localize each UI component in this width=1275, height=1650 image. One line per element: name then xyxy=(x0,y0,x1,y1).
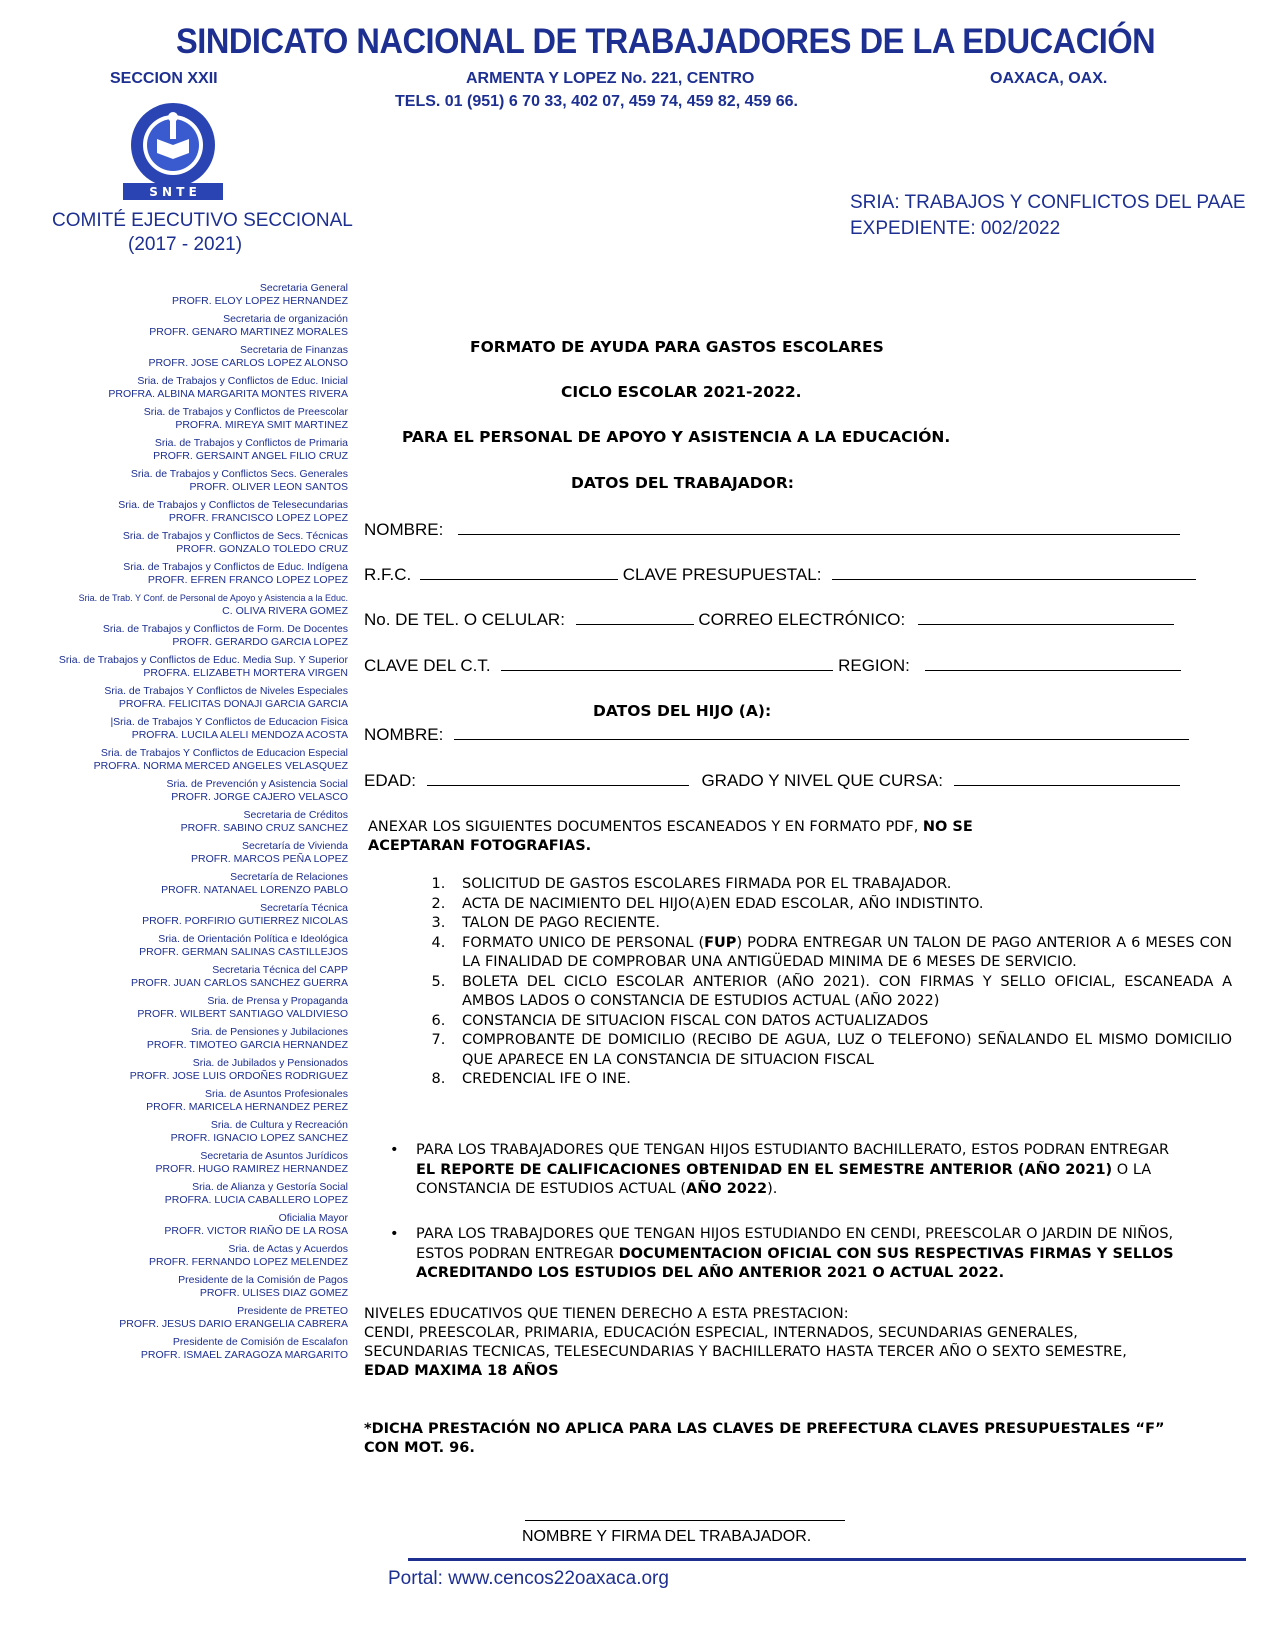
member-name: PROFR. HUGO RAMIREZ HERNANDEZ xyxy=(155,1162,348,1175)
committee-member xyxy=(8,1088,348,1113)
committee-member xyxy=(8,1243,348,1268)
portal-link[interactable]: Portal: www.cencos22oaxaca.org xyxy=(388,1568,669,1589)
member-role: Sria. de Trabajos y Conflictos de Primaria xyxy=(154,437,348,449)
member-role: Sria. de Trabajos y Conflictos de Secs. Técnicas xyxy=(122,530,348,542)
committee-member xyxy=(8,344,348,369)
member-role: Presidente de la Comisión de Pagos xyxy=(178,1274,348,1286)
ct-key-label: CLAVE DEL C.T. xyxy=(364,656,491,675)
member-name: PROFRA. FELICITAS DONAJI GARCIA GARCIA xyxy=(118,697,348,710)
committee-member xyxy=(8,995,348,1020)
requirement-item: 8. CREDENCIAL IFE O INE. xyxy=(450,1070,1232,1090)
union-title: SINDICATO NACIONAL DE TRABAJADORES DE LA EDUCACIÓN xyxy=(176,22,1156,61)
member-role: Secretaria Técnica del CAPP xyxy=(212,964,348,976)
committee-member xyxy=(8,778,348,803)
rfc-label: R.F.C. xyxy=(364,565,412,584)
audience: PARA EL PERSONAL DE APOYO Y ASISTENCIA A LA EDUCACIÓN. xyxy=(402,428,951,446)
member-role: Sria. de Orientación Política e Ideológica xyxy=(158,933,348,945)
member-name: PROFR. JESUS DARIO ERANGELIA CABRERA xyxy=(119,1317,348,1330)
region-field[interactable] xyxy=(925,656,1181,671)
requirement-item: 6. CONSTANCIA DE SITUACION FISCAL CON DATOS ACTUALIZADOS xyxy=(450,1012,1232,1032)
levels-heading: NIVELES EDUCATIVOS QUE TIENEN DERECHO A ESTA PRESTACION: xyxy=(364,1306,849,1322)
rfc-row xyxy=(364,565,1196,585)
disclaimer: *DICHA PRESTACIÓN NO APLICA PARA LAS CLAVES DE PREFECTURA CLAVES PRESUPUESTALES “F” CON MOT. 96. xyxy=(364,1421,1165,1456)
member-role: Secretaria de Asuntos Jurídicos xyxy=(200,1150,348,1162)
address: ARMENTA Y LOPEZ No. 221, CENTRO xyxy=(466,70,755,87)
worker-name-label: NOMBRE: xyxy=(364,520,444,539)
grade-label: GRADO Y NIVEL QUE CURSA: xyxy=(701,771,943,790)
member-name: PROFRA. ELIZABETH MORTERA VIRGEN xyxy=(143,666,348,679)
member-name: PROFRA. ALBINA MARGARITA MONTES RIVERA xyxy=(108,387,348,400)
region-label: REGION: xyxy=(838,656,910,675)
member-name: PROFR. GONZALO TOLEDO CRUZ xyxy=(176,542,348,555)
member-name: PROFRA. LUCIA CABALLERO LOPEZ xyxy=(164,1193,348,1206)
ct-key-field[interactable] xyxy=(501,656,833,671)
member-role: Sria. de Prevención y Asistencia Social xyxy=(166,778,348,790)
member-role: Sria. de Prensa y Propaganda xyxy=(207,995,348,1007)
logo-banner-text: S N T E xyxy=(149,185,197,199)
levels-text: CENDI, PREESCOLAR, PRIMARIA, EDUCACIÓN ESPECIAL, INTERNADOS, SECUNDARIAS GENERALES, SECUNDARIAS TECNICAS, TELESECUNDARIAS Y BACHILLERATO HASTA TERCER AÑO O SEXTO SEMESTRE, xyxy=(364,1325,1127,1360)
committee-member xyxy=(8,902,348,927)
requirement-item: 5. BOLETA DEL CICLO ESCOLAR ANTERIOR (AÑO 2021). CON FIRMAS Y SELLO OFICIAL, ESCANEADA A AMBOS LADOS O CONSTANCIA DE ESTUDIOS ACTUAL (AÑO 2022) xyxy=(450,973,1232,1012)
member-name: PROFR. JOSE LUIS ORDOÑES RODRIGUEZ xyxy=(129,1069,348,1082)
committee-member xyxy=(8,623,348,648)
committee-member xyxy=(8,499,348,524)
committee-title: COMITÉ EJECUTIVO SECCIONAL xyxy=(52,210,353,231)
worker-heading: DATOS DEL TRABAJADOR: xyxy=(571,474,794,492)
bullet-icon: • xyxy=(390,1142,399,1158)
ct-row xyxy=(364,656,1181,676)
member-name: PROFR. OLIVER LEON SANTOS xyxy=(189,480,348,493)
requirement-item: 1. SOLICITUD DE GASTOS ESCOLARES FIRMADA POR EL TRABAJADOR. xyxy=(450,875,1232,895)
member-role: Sria. de Trabajos y Conflictos de Educ. Inicial xyxy=(137,375,348,387)
member-name: PROFR. MARCOS PEÑA LOPEZ xyxy=(191,852,348,865)
member-name: PROFR. GERSAINT ANGEL FILIO CRUZ xyxy=(153,449,348,462)
committee-member xyxy=(8,964,348,989)
member-name: PROFRA. MIREYA SMIT MARTINEZ xyxy=(175,418,348,431)
child-name-label: NOMBRE: xyxy=(364,725,444,744)
requirement-item: 3. TALON DE PAGO RECIENTE. xyxy=(450,914,1232,934)
member-name: PROFR. JOSE CARLOS LOPEZ ALONSO xyxy=(148,356,348,369)
requirements-list xyxy=(412,875,1232,1090)
committee-member xyxy=(8,406,348,431)
member-name: PROFR. ELOY LOPEZ HERNANDEZ xyxy=(171,294,348,307)
committee-period: (2017 - 2021) xyxy=(128,234,243,255)
member-role: Sria. de Trab. Y Conf. de Personal de Apoyo y Asistencia a la Educ. xyxy=(78,593,348,603)
note-cendi: • PARA LOS TRABAJDORES QUE TENGAN HIJOS ESTUDIANDO EN CENDI, PREESCOLAR O JARDIN DE NIÑOS, ESTOS PODRAN ENTREGAR DOCUMENTACION OFICIAL CON SUS RESPECTIVAS FIRMAS Y SELLOS ACREDITANDO LOS ESTUDIOS DEL AÑO ANTERIOR 2021 O ACTUAL 2022. xyxy=(390,1226,1174,1281)
member-role: Sria. de Trabajos y Conflictos de Preescolar xyxy=(143,406,348,418)
member-role: Secretaria General xyxy=(259,282,348,294)
member-name: PROFR. FERNANDO LOPEZ MELENDEZ xyxy=(149,1255,348,1268)
signature-line[interactable] xyxy=(525,1520,845,1521)
committee-member xyxy=(8,1181,348,1206)
committee-member xyxy=(8,375,348,400)
committee-member xyxy=(8,313,348,338)
member-name: PROFR. FRANCISCO LOPEZ LOPEZ xyxy=(168,511,348,524)
levels-block xyxy=(364,1305,1184,1381)
member-name: PROFR. JUAN CARLOS SANCHEZ GUERRA xyxy=(130,976,348,989)
child-name-row xyxy=(364,725,1189,745)
member-role: Sria. de Trabajos Y Conflictos de Niveles Especiales xyxy=(104,685,348,697)
member-role: |Sria. de Trabajos Y Conflictos de Educacion Fisica xyxy=(110,716,348,728)
committee-member xyxy=(8,840,348,865)
committee-member xyxy=(8,1150,348,1175)
member-name: PROFR. GERMAN SALINAS CASTILLEJOS xyxy=(139,945,348,958)
email-field[interactable] xyxy=(918,610,1174,625)
age-row xyxy=(364,771,1180,791)
email-label: CORREO ELECTRÓNICO: xyxy=(698,610,906,629)
school-cycle: CICLO ESCOLAR 2021-2022. xyxy=(561,383,802,401)
signature-label: NOMBRE Y FIRMA DEL TRABAJADOR. xyxy=(522,1528,812,1545)
committee-member xyxy=(8,530,348,555)
member-role: Oficialia Mayor xyxy=(278,1212,348,1224)
member-role: Sria. de Trabajos y Conflictos de Telesecundarias xyxy=(118,499,348,511)
member-name: PROFR. ULISES DIAZ GOMEZ xyxy=(199,1286,348,1299)
member-role: Presidente de Comisión de Escalafon xyxy=(172,1336,348,1348)
note-bachillerato: • PARA LOS TRABAJADORES QUE TENGAN HIJOS ESTUDIANTO BACHILLERATO, ESTOS PODRAN ENTREGAR EL REPORTE DE CALIFICACIONES OBTENIDAD EN EL SEMESTRE ANTERIOR (AÑO 2021) O LA CONSTANCIA DE ESTUDIOS ACTUAL (AÑO 2022). xyxy=(390,1142,1170,1197)
member-name: PROFR. JORGE CAJERO VELASCO xyxy=(171,790,348,803)
member-role: Sria. de Trabajos Y Conflictos de Educacion Especial xyxy=(100,747,348,759)
child-name-field[interactable] xyxy=(454,725,1189,740)
member-name: PROFR. SABINO CRUZ SANCHEZ xyxy=(180,821,348,834)
committee-member xyxy=(8,1274,348,1299)
age-field[interactable] xyxy=(427,771,689,786)
committee-member xyxy=(8,468,348,493)
member-role: Sria. de Actas y Acuerdos xyxy=(228,1243,348,1255)
committee-member xyxy=(8,282,348,307)
member-role: Sria. de Jubilados y Pensionados xyxy=(192,1057,348,1069)
member-name: PROFR. GENARO MARTINEZ MORALES xyxy=(149,325,348,338)
snte-logo xyxy=(115,95,235,210)
committee-list xyxy=(8,282,348,1367)
member-role: Sria. de Trabajos y Conflictos Secs. Generales xyxy=(130,468,348,480)
committee-member xyxy=(8,561,348,586)
member-role: Secretaría Técnica xyxy=(260,902,348,914)
footer-rule xyxy=(408,1558,1246,1561)
committee-member xyxy=(8,1026,348,1051)
city: OAXACA, OAX. xyxy=(990,70,1108,87)
section-label: SECCION XXII xyxy=(110,70,218,87)
member-role: Presidente de PRETEO xyxy=(237,1305,348,1317)
child-heading: DATOS DEL HIJO (A): xyxy=(593,702,772,720)
grade-field[interactable] xyxy=(954,771,1180,786)
member-role: Sria. de Cultura y Recreación xyxy=(210,1119,348,1131)
annex-intro: ANEXAR LOS SIGUIENTES DOCUMENTOS ESCANEADOS Y EN FORMATO PDF, NO SE ACEPTARAN FOTOGRAFIAS. xyxy=(368,819,973,854)
member-role: Sria. de Asuntos Profesionales xyxy=(204,1088,348,1100)
member-name: PROFR. EFREN FRANCO LOPEZ LOPEZ xyxy=(147,573,348,586)
bullet-icon: • xyxy=(390,1226,399,1242)
phone-field[interactable] xyxy=(576,610,694,625)
committee-member xyxy=(8,1119,348,1144)
worker-name-row xyxy=(364,520,1180,540)
committee-member xyxy=(8,809,348,834)
requirement-item: 7. COMPROBANTE DE DOMICILIO (RECIBO DE AGUA, LUZ O TELEFONO) SEÑALANDO EL MISMO DOMICILIO QUE APARECE EN LA CONSTANCIA DE SITUACION FISCAL xyxy=(450,1031,1232,1070)
rfc-field[interactable] xyxy=(420,565,618,580)
member-role: Sria. de Trabajos y Conflictos de Form. De Docentes xyxy=(102,623,348,635)
form-title: FORMATO DE AYUDA PARA GASTOS ESCOLARES xyxy=(470,338,884,356)
member-role: Secretaría de Vivienda xyxy=(241,840,348,852)
member-name: PROFR. PORFIRIO GUTIERREZ NICOLAS xyxy=(142,914,348,927)
member-name: C. OLIVA RIVERA GOMEZ xyxy=(222,604,348,617)
member-name: PROFR. VICTOR RIAÑO DE LA ROSA xyxy=(164,1224,348,1237)
committee-member xyxy=(8,1305,348,1330)
member-name: PROFR. GERARDO GARCIA LOPEZ xyxy=(172,635,348,648)
budget-key-label: CLAVE PRESUPUESTAL: xyxy=(622,565,822,584)
committee-member xyxy=(8,1057,348,1082)
member-role: Secretaria de Créditos xyxy=(243,809,348,821)
member-name: PROFRA. LUCILA ALELI MENDOZA ACOSTA xyxy=(131,728,348,741)
committee-member xyxy=(8,685,348,710)
requirement-item: 2. ACTA DE NACIMIENTO DEL HIJO(A)EN EDAD ESCOLAR, AÑO INDISTINTO. xyxy=(450,895,1232,915)
member-role: Secretaria de organización xyxy=(223,313,348,325)
member-name: PROFR. NATANAEL LORENZO PABLO xyxy=(161,883,348,896)
member-name: PROFR. IGNACIO LOPEZ SANCHEZ xyxy=(170,1131,348,1144)
committee-member xyxy=(8,747,348,772)
member-role: Sria. de Pensiones y Jubilaciones xyxy=(190,1026,348,1038)
member-name: PROFRA. NORMA MERCED ANGELES VELASQUEZ xyxy=(93,759,348,772)
expediente-number: EXPEDIENTE: 002/2022 xyxy=(850,218,1061,239)
committee-member xyxy=(8,437,348,462)
phones: TELS. 01 (951) 6 70 33, 402 07, 459 74, 459 82, 459 66. xyxy=(395,93,798,110)
member-role: Sria. de Alianza y Gestoría Social xyxy=(192,1181,348,1193)
budget-key-field[interactable] xyxy=(832,565,1196,580)
committee-member xyxy=(8,1212,348,1237)
committee-member xyxy=(8,1336,348,1361)
member-name: PROFR. ISMAEL ZARAGOZA MARGARITO xyxy=(140,1348,348,1361)
max-age: EDAD MAXIMA 18 AÑOS xyxy=(364,1363,559,1379)
committee-member xyxy=(8,592,348,617)
committee-member xyxy=(8,871,348,896)
member-name: PROFR. WILBERT SANTIAGO VALDIVIESO xyxy=(137,1007,348,1020)
phone-label: No. DE TEL. O CELULAR: xyxy=(364,610,565,629)
phone-row xyxy=(364,610,1174,630)
committee-member xyxy=(8,933,348,958)
member-role: Secretaría de Relaciones xyxy=(230,871,348,883)
member-name: PROFR. TIMOTEO GARCIA HERNANDEZ xyxy=(146,1038,348,1051)
member-role: Secretaria de Finanzas xyxy=(240,344,348,356)
member-name: PROFR. MARICELA HERNANDEZ PEREZ xyxy=(146,1100,348,1113)
age-label: EDAD: xyxy=(364,771,416,790)
committee-member xyxy=(8,716,348,741)
sria-label: SRIA: TRABAJOS Y CONFLICTOS DEL PAAE xyxy=(850,192,1246,213)
member-role: Sria. de Trabajos y Conflictos de Educ. Indígena xyxy=(123,561,348,573)
committee-member xyxy=(8,654,348,679)
worker-name-field[interactable] xyxy=(458,520,1180,535)
requirement-item: 4. FORMATO UNICO DE PERSONAL (FUP) PODRA ENTREGAR UN TALON DE PAGO ANTERIOR A 6 MESES CON LA FINALIDAD DE COMPROBAR UNA ANTIGÜEDAD MINIMA DE 6 MESES DE SERVICIO. xyxy=(450,934,1232,973)
member-role: Sria. de Trabajos y Conflictos de Educ. Media Sup. Y Superior xyxy=(58,654,348,666)
